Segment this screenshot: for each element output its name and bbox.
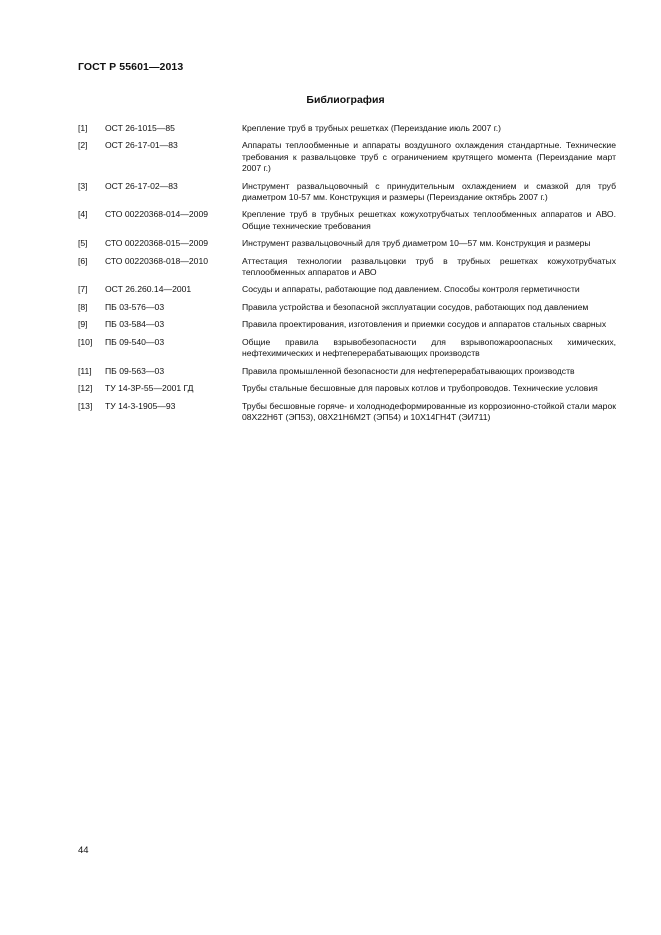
- entry-title: Крепление труб в трубных решетках кожухотрубчатых теплообменных аппаратов и АВО. Общие технические требования: [242, 209, 616, 231]
- entry-code: ТУ 14-3-1905—93: [105, 400, 176, 411]
- entry-code: СТО 00220368-015—2009: [105, 238, 209, 249]
- bibliography-list: [78, 123, 616, 429]
- standard-header: ГОСТ Р 55601—2013: [78, 61, 184, 73]
- entry-title: Аппараты теплообменные и аппараты воздушного охлаждения стандартные. Технические требования к развальцовке труб с ограничением крутящего момента (Переиздание март 2007 г.): [242, 140, 616, 174]
- page-number: 44: [78, 845, 89, 856]
- bibliography-entry: [78, 302, 616, 313]
- bibliography-entry: [78, 401, 616, 424]
- entry-title: Правила проектирования, изготовления и приемки сосудов и аппаратов стальных сварных: [242, 319, 607, 330]
- bibliography-entry: [78, 209, 616, 232]
- entry-number: [3]: [78, 180, 88, 191]
- bibliography-entry: [78, 366, 616, 377]
- entry-code: ТУ 14-3Р-55—2001 ГД: [105, 383, 194, 394]
- bibliography-entry: [78, 123, 616, 134]
- entry-title: Правила устройства и безопасной эксплуатации сосудов, работающих под давлением: [242, 301, 589, 312]
- entry-code: ПБ 03-576—03: [105, 301, 165, 312]
- entry-number: [5]: [78, 238, 88, 249]
- entry-title: Крепление труб в трубных решетках (Переиздание июль 2007 г.): [242, 123, 502, 133]
- entry-code: ОСТ 26.260.14—2001: [105, 284, 192, 295]
- bibliography-entry: [78, 181, 616, 204]
- entry-title: Правила промышленной безопасности для нефтеперерабатывающих производств: [242, 365, 575, 376]
- bibliography-entry: [78, 140, 616, 174]
- entry-title: Инструмент развальцовочный для труб диаметром 10—57 мм. Конструкция и размеры: [242, 238, 591, 249]
- bibliography-entry: [78, 238, 616, 249]
- entry-code: ПБ 09-563—03: [105, 365, 165, 376]
- entry-number: [6]: [78, 255, 88, 266]
- entry-number: [11]: [78, 365, 92, 376]
- entry-code: СТО 00220368-014—2009: [105, 209, 209, 220]
- entry-number: [12]: [78, 383, 93, 394]
- section-title: Библиография: [306, 94, 385, 106]
- entry-code: ПБ 03-584—03: [105, 319, 165, 330]
- bibliography-entry: [78, 337, 616, 360]
- entry-number: [13]: [78, 400, 93, 411]
- entry-number: [8]: [78, 301, 88, 312]
- entry-number: [9]: [78, 319, 88, 330]
- entry-number: [2]: [78, 140, 88, 151]
- entry-number: [10]: [78, 336, 93, 347]
- entry-title: Инструмент развальцовочный с принудительным охлаждением и смазкой для труб диаметром 10-57 мм. Конструкция и размеры (Переиздание октябрь 2007 г.): [242, 180, 616, 202]
- entry-number: [7]: [78, 284, 88, 295]
- bibliography-entry: [78, 256, 616, 279]
- entry-title: Трубы бесшовные горяче- и холоднодеформированные из коррозионно-стойкой стали марок 08Х22Н6Т (ЭП53), 08Х21Н6М2Т (ЭП54) и 10Х14ГН4Т (ЭИ711): [242, 400, 616, 422]
- entry-code: ОСТ 26-17-02—83: [105, 180, 178, 191]
- entry-number: [1]: [78, 123, 88, 133]
- entry-code: ОСТ 26-17-01—83: [105, 140, 178, 151]
- entry-code: ПБ 09-540—03: [105, 336, 165, 347]
- entry-title: Трубы стальные бесшовные для паровых котлов и трубопроводов. Технические условия: [242, 383, 598, 394]
- entry-title: Общие правила взрывобезопасности для взрывопожароопасных химических, нефтехимических и нефтеперерабатывающих производств: [242, 336, 616, 359]
- bibliography-entry: [78, 383, 616, 394]
- entry-number: [4]: [78, 209, 88, 220]
- entry-code: ОСТ 26-1015—85: [105, 123, 175, 133]
- entry-title: Аттестация технологии развальцовки труб в трубных решетках кожухотрубчатых теплообменных аппаратов и АВО: [242, 255, 616, 277]
- entry-title: Сосуды и аппараты, работающие под давлением. Способы контроля герметичности: [242, 284, 580, 295]
- bibliography-entry: [78, 284, 616, 295]
- bibliography-entry: [78, 319, 616, 330]
- entry-code: СТО 00220368-018—2010: [105, 255, 209, 266]
